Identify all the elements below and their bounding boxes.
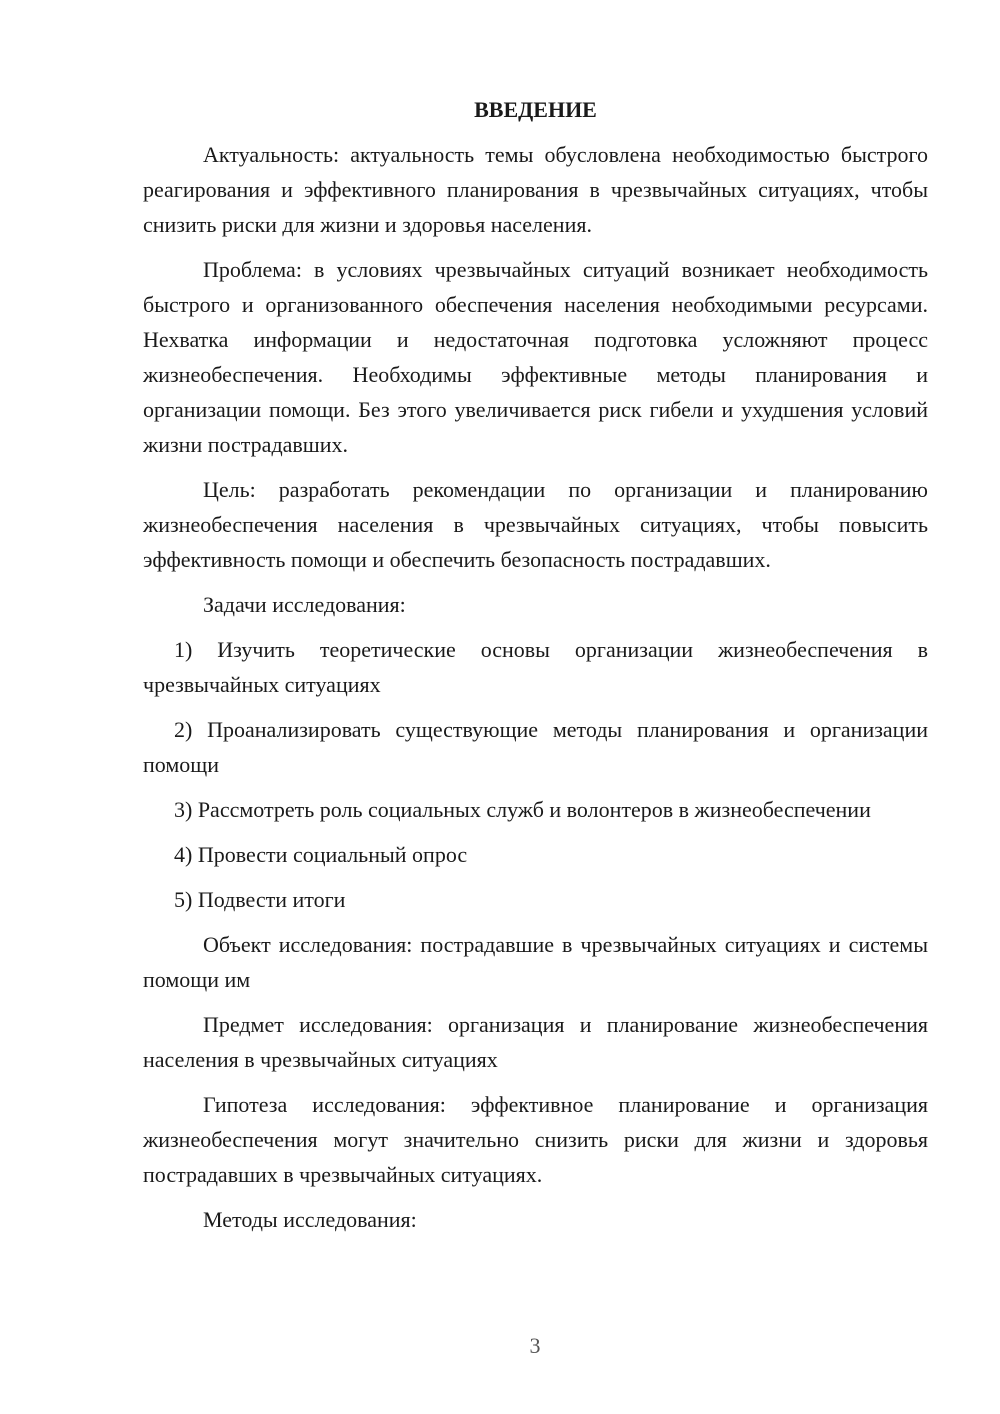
task-list: [143, 632, 928, 917]
paragraph-object: Объект исследования: пострадавшие в чрезвычайных ситуациях и системы помощи им: [143, 932, 928, 992]
tasks-heading: Задачи исследования:: [203, 592, 406, 617]
list-item: 3) Рассмотреть роль социальных служб и волонтеров в жизнеобеспечении: [174, 797, 871, 822]
paragraph-subject: Предмет исследования: организация и планирование жизнеобеспечения населения в чрезвычайных ситуациях: [143, 1012, 928, 1072]
paragraph-relevance: Актуальность: актуальность темы обусловлена необходимостью быстрого реагирования и эффективного планирования в чрезвычайных ситуациях, чтобы снизить риски для жизни и здоровья населения.: [143, 142, 928, 237]
section-title: ВВЕДЕНИЕ: [474, 97, 597, 122]
list-item: 2) Проанализировать существующие методы планирования и организации помощи: [143, 717, 928, 777]
paragraph-methods: Методы исследования:: [203, 1207, 417, 1232]
list-item: 4) Провести социальный опрос: [174, 842, 468, 867]
page-number: 3: [529, 1333, 541, 1358]
list-item: 1) Изучить теоретические основы организации жизнеобеспечения в чрезвычайных ситуациях: [143, 637, 928, 697]
paragraph-goal: Цель: разработать рекомендации по организации и планированию жизнеобеспечения населения в чрезвычайных ситуациях, чтобы повысить эффективность помощи и обеспечить безопасность пострадавших.: [143, 477, 928, 572]
list-item: 5) Подвести итоги: [174, 887, 346, 912]
paragraph-hypothesis: Гипотеза исследования: эффективное планирование и организация жизнеобеспечения могут значительно снизить риски для жизни и здоровья пострадавших в чрезвычайных ситуациях.: [143, 1092, 928, 1187]
paragraph-problem: Проблема: в условиях чрезвычайных ситуаций возникает необходимость быстрого и организованного обеспечения населения необходимыми ресурсами. Нехватка информации и недостаточная подготовка усложняют процесс жизнеобеспечения. Необходимы эффективные методы планирования и организации помощи. Без этого увеличивается риск гибели и ухудшения условий жизни пострадавших.: [143, 257, 928, 457]
document-page: [143, 95, 928, 1247]
